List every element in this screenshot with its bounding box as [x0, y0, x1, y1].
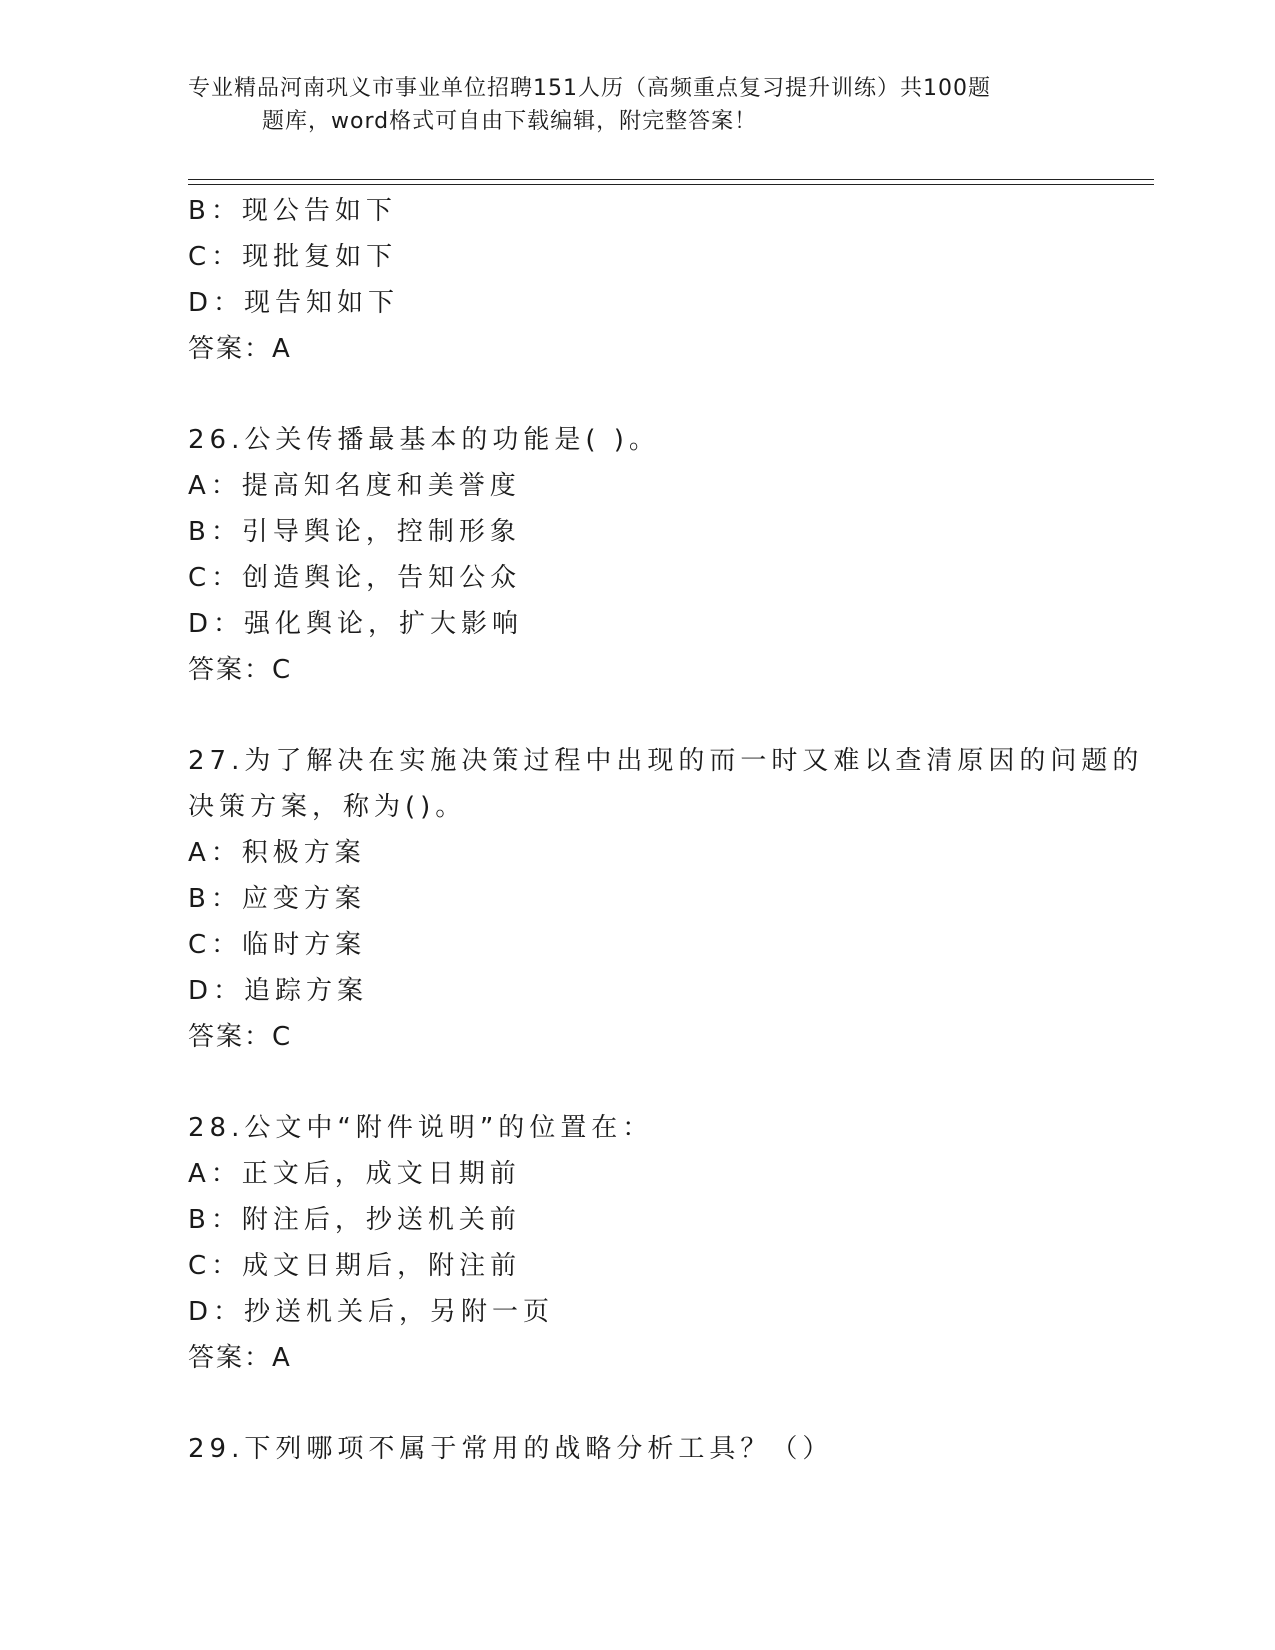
option-d: D：抄送机关后，另附一页 — [188, 1297, 555, 1327]
spacer — [188, 693, 1088, 738]
question-block-27 — [188, 738, 1144, 1060]
document-header — [188, 72, 1088, 138]
question-block-previous — [188, 188, 1088, 372]
option-a: A：提高知名度和美誉度 — [188, 471, 521, 501]
header-title-line1: 专业精品河南巩义市事业单位招聘151人历（高频重点复习提升训练）共100题 — [188, 76, 991, 101]
option-c: C：现批复如下 — [188, 242, 398, 272]
question-text: 28.公文中“附件说明”的位置在： — [188, 1113, 654, 1143]
spacer — [188, 1060, 1088, 1105]
spacer — [188, 1381, 1088, 1426]
header-divider-bottom — [188, 184, 1154, 185]
option-b: B：现公告如下 — [188, 196, 397, 226]
option-c: C：创造舆论，告知公众 — [188, 563, 522, 593]
spacer — [188, 372, 1088, 417]
header-divider-top — [188, 179, 1154, 180]
question-block-28 — [188, 1105, 1088, 1381]
option-d: D：追踪方案 — [188, 976, 369, 1006]
question-text: 29.下列哪项不属于常用的战略分析工具？（） — [188, 1434, 834, 1464]
option-c: C：成文日期后，附注前 — [188, 1251, 522, 1281]
question-block-26 — [188, 417, 1088, 693]
answer-line: 答案：A — [188, 334, 292, 364]
answer-line: 答案：C — [188, 1022, 293, 1052]
option-b: B：附注后，抄送机关前 — [188, 1205, 521, 1235]
question-text-line2: 决策方案，称为()。 — [188, 792, 467, 822]
question-text-line1: 27.为了解决在实施决策过程中出现的而一时又难以查清原因的问题的 — [188, 746, 1144, 776]
option-a: A：积极方案 — [188, 838, 366, 868]
answer-line: 答案：C — [188, 655, 293, 685]
question-block-29 — [188, 1426, 1088, 1472]
question-list — [188, 188, 1144, 1472]
header-title-line2: 题库，word格式可自由下载编辑，附完整答案！ — [262, 109, 758, 134]
option-b: B：引导舆论，控制形象 — [188, 517, 521, 547]
option-d: D：现告知如下 — [188, 288, 400, 318]
option-d: D：强化舆论，扩大影响 — [188, 609, 524, 639]
option-c: C：临时方案 — [188, 930, 367, 960]
question-text: 26.公关传播最基本的功能是( )。 — [188, 425, 660, 455]
option-a: A：正文后，成文日期前 — [188, 1159, 521, 1189]
option-b: B：应变方案 — [188, 884, 366, 914]
answer-line: 答案：A — [188, 1343, 292, 1373]
